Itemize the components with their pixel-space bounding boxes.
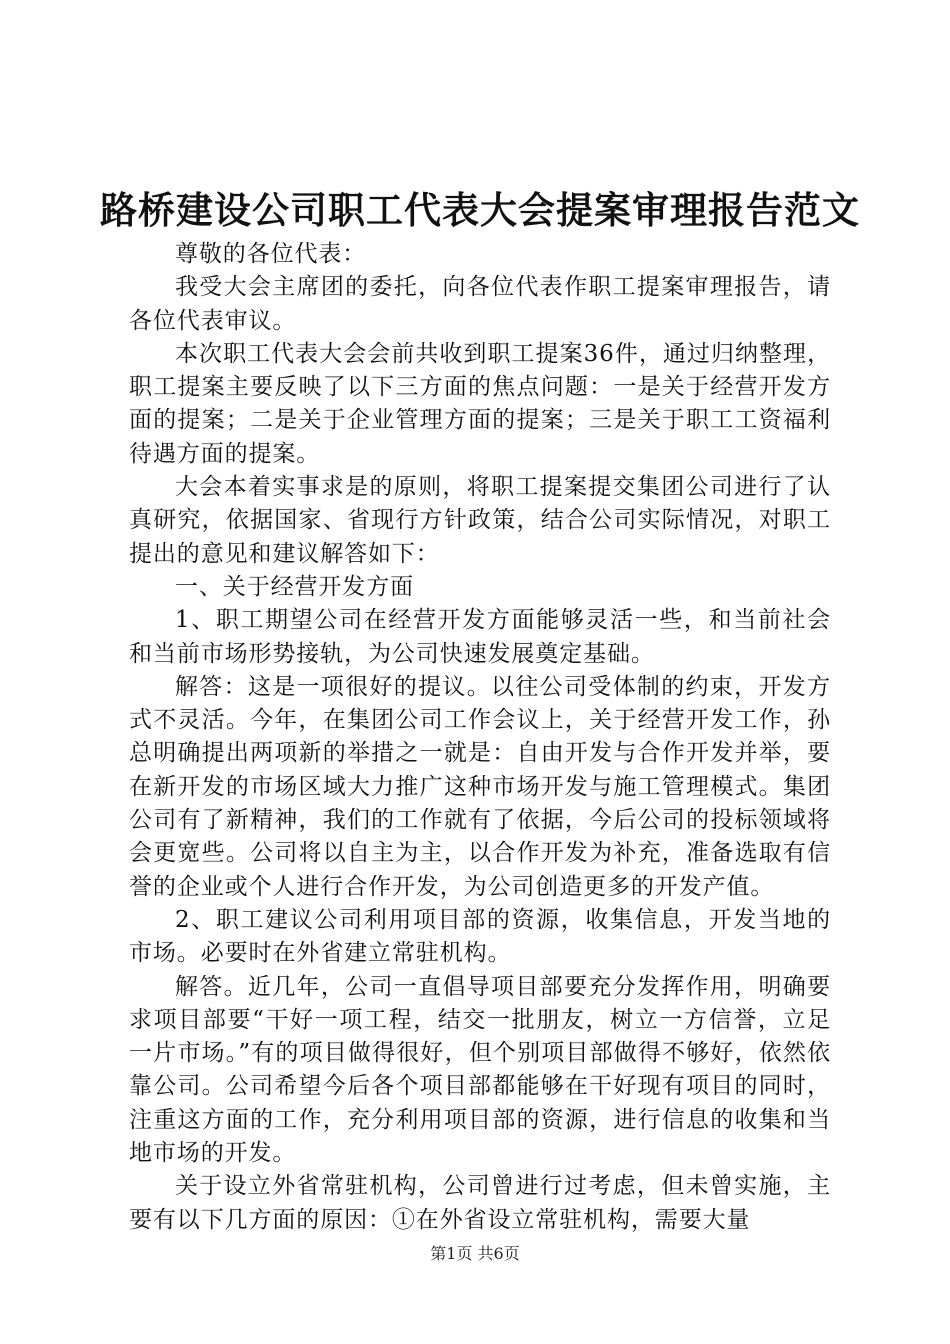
section-heading-business-development: 一、关于经营开发方面 <box>175 573 414 600</box>
document-body <box>129 238 831 1237</box>
answer-item-1: 解答：这是一项很好的提议。以往公司受体制的约束，开发方式不灵活。今年，在集团公司工作会议上，关于经营开发工作，孙总明确提出两项新的举措之一就是：自由开发与合作开发并举，要在新开发的市场区域大力推广这种市场开发与施工管理模式。集团公司有了新精神，我们的工作就有了依据，今后公司的投标领域将会更宽些。公司将以自主为主，以合作开发为补充，准备选取有信誉的企业或个人进行合作开发，为公司创造更多的开发产值。 <box>129 673 831 900</box>
paragraph-principle: 大会本着实事求是的原则，将职工提案提交集团公司进行了认真研究，依据国家、省现行方针政策，结合公司实际情况，对职工提出的意见和建议解答如下： <box>129 474 831 567</box>
answer-item-2: 解答。近几年，公司一直倡导项目部要充分发挥作用，明确要求项目部要“干好一项工程，结交一批朋友，树立一方信誉，立足一片市场。”有的项目做得很好，但个别项目部做得不够好，依然依靠公司。公司希望今后各个项目部都能够在干好现有项目的同时，注重这方面的工作，充分利用项目部的资源，进行信息的收集和当地市场的开发。 <box>129 973 831 1167</box>
paragraph-summary: 本次职工代表大会会前共收到职工提案36件，通过归纳整理，职工提案主要反映了以下三方面的焦点问题：一是关于经营开发方面的提案；二是关于企业管理方面的提案；三是关于职工工资福利待遇方面的提案。 <box>129 340 831 467</box>
proposal-item-2: 2、职工建议公司利用项目部的资源，收集信息，开发当地的市场。必要时在外省建立常驻机构。 <box>129 906 831 967</box>
page-footer: 第1页 共6页 <box>430 1244 520 1263</box>
paragraph-overseas-office: 关于设立外省常驻机构，公司曾进行过考虑，但未曾实施，主要有以下几方面的原因：①在外省设立常驻机构，需要大量 <box>129 1173 831 1233</box>
proposal-item-1: 1、职工期望公司在经营开发方面能够灵活一些，和当前社会和当前市场形势接轨，为公司快速发展奠定基础。 <box>129 607 831 667</box>
paragraph-salutation: 尊敬的各位代表： <box>175 241 367 267</box>
document-title: 路桥建设公司职工代表大会提案审理报告范文 <box>100 188 860 232</box>
paragraph-intro: 我受大会主席团的委托，向各位代表作职工提案审理报告，请各位代表审议。 <box>129 274 831 334</box>
